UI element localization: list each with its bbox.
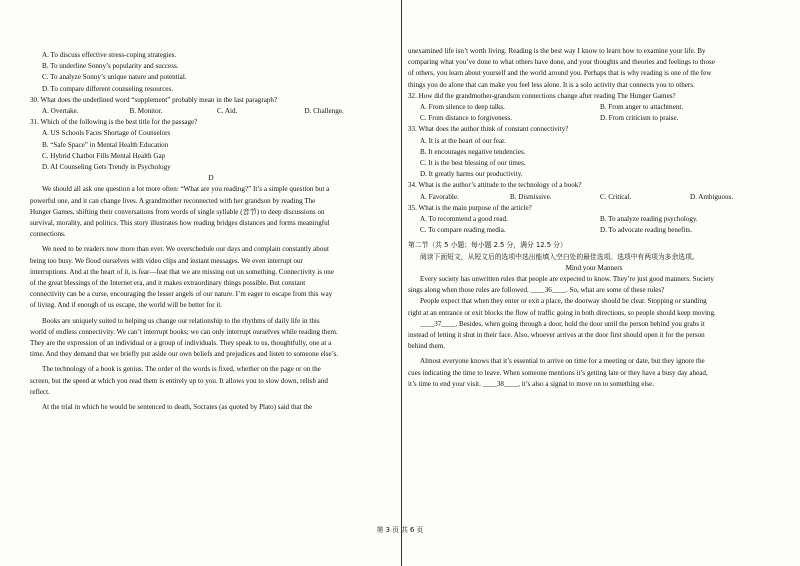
q34-option-d: D. Ambiguous.: [690, 192, 734, 201]
paragraph-line: We should all ask one question a lot more often: “What are you reading?” It’s a simple question but a: [42, 185, 330, 194]
right-column: [408, 46, 780, 390]
paragraph-line: powerful one, and it can change lives. A grandmother reconnected with her grandson by reading The: [30, 196, 316, 205]
paragraph-line: Every society has unwritten rules that people are expected to know. They’re just good manners. Society: [420, 275, 714, 284]
q34-option-b: B. Dismissive.: [510, 192, 552, 201]
cloze-paragraph-2: [408, 296, 780, 352]
q32-option-c: C. From distance to forgiveness.: [420, 114, 513, 123]
page-footer: 第 3 页 共 6 页: [376, 526, 424, 534]
passage-paragraph-1: [30, 184, 392, 240]
q30-option-d: D. Challenge.: [304, 107, 344, 116]
q33-option-a: A. It is at the heart of our fear.: [420, 136, 506, 145]
q33-stem: 33. What does the author think of constant connectivity?: [408, 125, 569, 134]
q33-option-c: C. It is the best blessing of our times.: [420, 159, 526, 168]
left-column: [30, 50, 392, 413]
paragraph-line: behind them.: [408, 342, 446, 351]
q31-option-b: B. “Safe Space” in Mental Health Education: [42, 140, 169, 149]
q29-option-d: D. To compare different counseling resources.: [42, 84, 174, 93]
q34-option-a: A. Favorable.: [420, 192, 459, 201]
q30-option-b: B. Monitor.: [129, 107, 163, 116]
passage-paragraph-4: [30, 364, 392, 398]
q30-options: [30, 106, 392, 117]
q29-option-b: B. To underline Sonny’s popularity and success.: [42, 62, 179, 71]
paragraph-line: being too busy. We flood ourselves with video clips and instant messages. We even interrupt our: [30, 256, 303, 265]
paragraph-line: right at an entrance or exit blocks the flow of traffic going in both directions, so people should keep moving.: [408, 308, 716, 317]
q33-option-d: D. It greatly harms our productivity.: [420, 170, 523, 179]
q35-stem: 35. What is the main purpose of the article?: [408, 203, 532, 212]
paragraph-line: Hunger Games, shifting their conversations from words of single syllable (音节) to deep discussions on: [30, 207, 325, 216]
passage-paragraph-2: [30, 244, 392, 311]
passage-paragraph-3: [30, 316, 392, 361]
passage-paragraph-5: [30, 402, 392, 413]
paragraph-line: connectivity can be a curse, encouraging the lesser angels of our nature. I’m eager to escape from this way: [30, 290, 333, 299]
paragraph-line: ____37____. Besides, when going through a door, hold the door until the person behind you grabs it: [420, 319, 705, 328]
paragraph-line: People expect that when they enter or exit a place, the doorway should be clear. Stopping or standing: [420, 297, 707, 306]
paragraph-line: screen, but the speed at which you read them is entirely up to you. It allows you to slow down, relish and: [30, 376, 328, 385]
q32-option-a: A. From silence to deep talks.: [420, 103, 505, 112]
q34-options: [408, 192, 780, 203]
q34-stem: 34. What is the author’s attitude to the technology of a book?: [408, 181, 582, 190]
paragraph-line: of others, you learn about yourself and the world around you. Perhaps that is why reading is one of the few: [408, 69, 712, 78]
paragraph-line: cues indicating the time to leave. When someone mentions it’s getting late or they have a busy day ahead,: [408, 368, 708, 377]
paragraph-line: interruptions. And at the heart of it, is fear—fear that we are missing out on something. Connectivity is one: [30, 267, 334, 276]
cloze-paragraph-1: [408, 274, 780, 296]
q35-options-row-2: [408, 225, 780, 236]
paragraph-line: survival, morality, and politics. This story illustrates how reading bridges distances and forms meaningful: [30, 219, 330, 228]
paragraph-line: At the trial in which he would be sentenced to death, Socrates (as quoted by Plato) said that the: [42, 403, 313, 412]
paragraph-line: world of endless connectivity. We can’t interrupt books; we can only interrupt ourselves while reading them.: [30, 327, 338, 336]
paragraph-line: unexamined life isn’t worth living. Reading is the best way I know to learn how to examine your life. By: [408, 47, 706, 55]
paragraph-line: The technology of a book is genius. The order of the words is fixed, whether on the page or on the: [42, 365, 321, 374]
q35-option-c: C. To compare reading media.: [420, 226, 506, 235]
section-2-heading: 第二节（共 5 小题；每小题 2.5 分，满分 12.5 分）: [408, 241, 567, 250]
q31-option-a: A. US Schools Faces Shortage of Counselors: [42, 129, 171, 138]
paragraph-line: Almost everyone knows that it’s essential to arrive on time for a meeting or date, but they ignore the: [420, 357, 705, 366]
paragraph-line: Books are uniquely suited to helping us change our relationship to the rhythms of daily life in this: [42, 316, 320, 325]
q35-option-b: B. To analyze reading psychology.: [600, 215, 698, 224]
section-letter: D: [208, 174, 214, 183]
q31-option-d: D. AI Counseling Gets Trendy in Psychology: [42, 163, 171, 172]
q31-option-c: C. Hybrid Chatbot Fills Mental Health Gap: [42, 151, 166, 160]
q35-option-d: D. To advocate reading benefits.: [600, 226, 692, 235]
paragraph-line: instead of letting it shut in their face. Also, whoever arrives at the door first should open it for the person: [408, 331, 705, 340]
q32-option-b: B. From anger to attachment.: [600, 103, 684, 112]
q32-stem: 32. How did the grandmother-grandson connections change after reading The Hunger Games?: [408, 91, 676, 100]
q33-option-b: B. It encourages negative tendencies.: [420, 147, 526, 156]
paragraph-line: They are the expression of an individual or a group of individuals. They speak to us, thoughtfully, one at a: [30, 339, 332, 348]
passage-title: Mind your Manners: [565, 263, 623, 272]
q35-options-row-1: [408, 214, 780, 225]
paragraph-line: comparing what you’ve done to what others have done, and your thoughts and theories and feelings to those: [408, 58, 715, 67]
passage-paragraph-5-cont: [408, 46, 780, 91]
q30-stem: 30. What does the underlined word “supplement” probably mean in the last paragraph?: [30, 95, 278, 104]
paragraph-line: of living. And if enough of us escape, the world will be better for it.: [30, 301, 223, 310]
q32-option-d: D. From criticism to praise.: [600, 114, 679, 123]
paragraph-line: connections.: [30, 230, 66, 239]
q32-options-row-2: [408, 113, 780, 124]
q32-options-row-1: [408, 102, 780, 113]
column-divider: [401, 0, 402, 566]
q35-option-a: A. To recommend a good read.: [420, 215, 508, 224]
cloze-paragraph-3: [408, 356, 780, 390]
paragraph-line: reflect.: [30, 387, 50, 396]
q29-option-c: C. To analyze Sonny’s unique nature and potential.: [42, 73, 187, 82]
q31-stem: 31. Which of the following is the best title for the passage?: [30, 118, 198, 127]
paragraph-line: We need to be readers now more than ever. We overschedule our days and complain constantly about: [42, 245, 329, 254]
paragraph-line: it’s time to end your visit. ____38____, it’s also a signal to move on to something else.: [408, 379, 655, 388]
section-2-instructions: 阅读下面短文，从短文后的选项中选出能填入空白处的最佳选项。选项中有两项为多余选项。: [420, 252, 699, 261]
q30-option-a: A. Overtake.: [42, 107, 79, 116]
q30-option-c: C. Aid.: [217, 107, 238, 116]
paragraph-line: time. And they demand that we briefly put aside our own beliefs and prejudices and listen to someone else’s.: [30, 350, 339, 359]
q29-option-a: A. To discuss effective stress-coping strategies.: [42, 51, 177, 59]
q34-option-c: C. Critical.: [600, 192, 632, 201]
paragraph-line: of the great blessings of the Internet era, and it makes extraordinary things possible. But constant: [30, 279, 306, 288]
paragraph-line: sings along when those rules are followed. ____36____. So, what are some of these rules?: [408, 286, 665, 295]
paragraph-line: things you do alone that can make you feel less alone. It is a solo activity that connects you to others.: [408, 80, 695, 89]
